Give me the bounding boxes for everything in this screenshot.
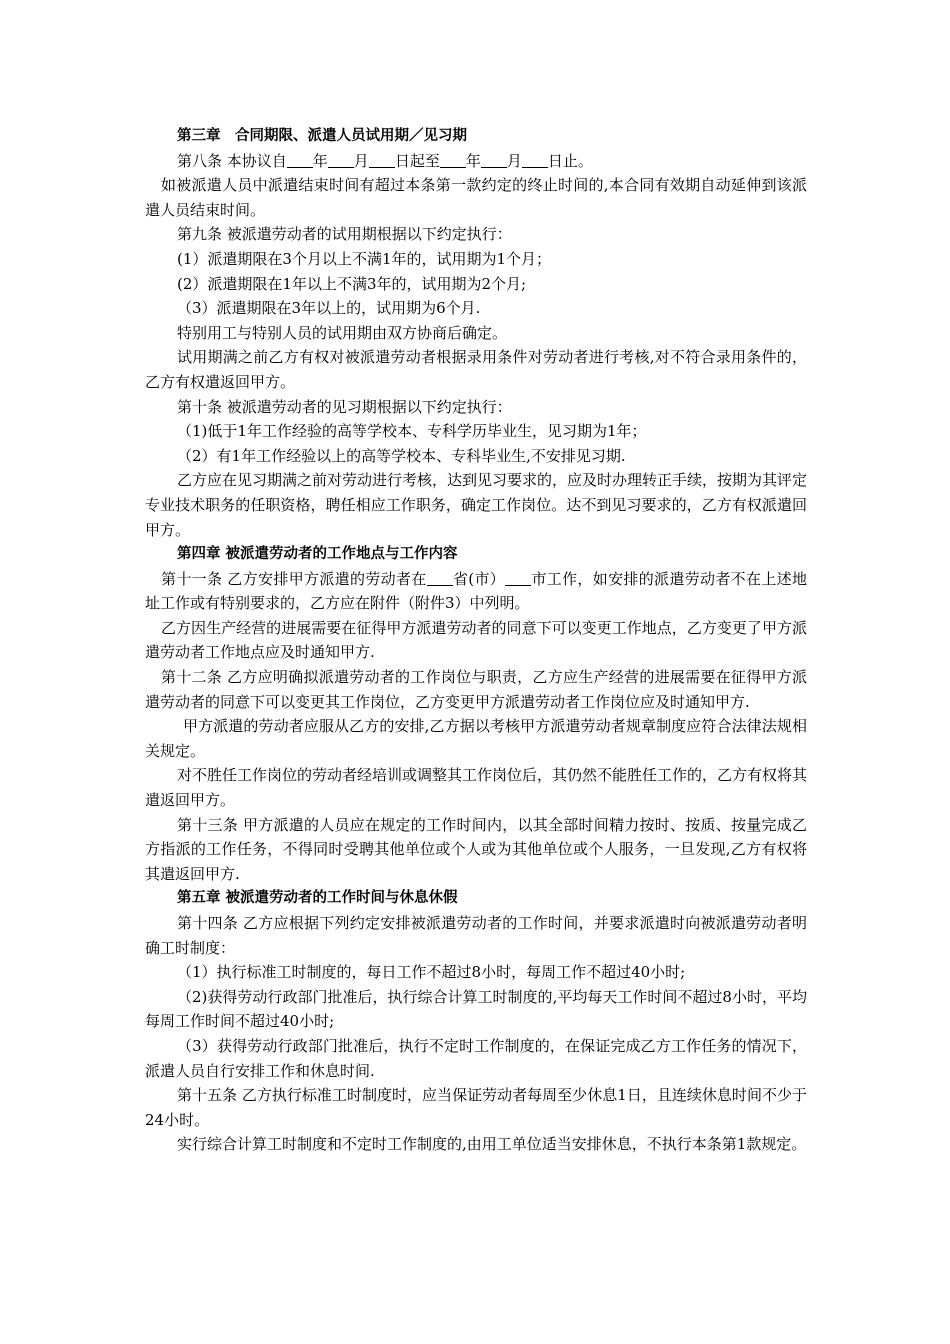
article-11	[145, 567, 807, 616]
article-10: 第十条 被派遣劳动者的见习期根据以下约定执行：	[177, 397, 512, 416]
end-day-blank[interactable]	[522, 153, 548, 168]
article-14-item-2: （2)获得劳动行政部门批准后，执行综合计算工时制度的,平均每天工作时间不超过8小时，平均每周工作时间不超过40小时;	[145, 987, 807, 1031]
article-11-text-end: 市工作，如安排的派遣劳动者不在上述地址工作或有特别要求的，乙方应在附件（附件3）中列明。	[145, 569, 807, 613]
article-12-para-3: 对不胜任工作岗位的劳动者经培训或调整其工作岗位后，其仍然不能胜任工作的，乙方有权将其遣返回甲方。	[145, 766, 808, 810]
end-year-label: 年	[465, 151, 481, 170]
chapter-4-title: 第四章 被派遣劳动者的工作地点与工作内容	[177, 546, 458, 563]
end-year-blank[interactable]	[440, 153, 466, 168]
day-blank[interactable]	[369, 153, 395, 168]
contract-page	[145, 124, 807, 1157]
article-10-item-2: （2）有1年工作经验以上的高等学校本、专科毕业生,不安排见习期.	[177, 446, 626, 465]
article-12-para-2: 甲方派遣的劳动者应服从乙方的安排,乙方据以考核甲方派遣劳动者规章制度应符合法律法规相关规定。	[145, 717, 807, 760]
month-label: 月	[353, 151, 369, 170]
year-label: 年	[312, 151, 328, 170]
article-10-item-1: （1)低于1年工作经验的高等学校本、专科学历毕业生，见习期为1年；	[177, 422, 647, 441]
article-14-item-1: （1）执行标准工时制度的，每日工作不超过8小时，每周工作不超过40小时;	[177, 963, 686, 982]
article-8	[145, 149, 807, 174]
article-8-text: 第八条 本协议自	[177, 151, 287, 170]
province-blank[interactable]	[427, 571, 453, 586]
article-13: 第十三条 甲方派遣的人员应在规定的工作时间内，以其全部时间精力按时、按质、按量完成乙方指派的工作任务，不得同时受聘其他单位或个人或为其他单位或个人服务，一旦发现,乙方有权将其遣返回甲方.	[145, 815, 807, 883]
article-11-text: 第十一条 乙方安排甲方派遣的劳动者在	[161, 569, 427, 588]
province-label: 省(市）	[452, 569, 506, 588]
chapter-3-title: 第三章 合同期限、派遣人员试用期／见习期	[177, 128, 467, 144]
article-9-item-2: (2）派遣期限在1年以上不满3年的，试用期为2个月;	[177, 274, 527, 293]
article-10-para-2: 乙方应在见习期满之前对劳动进行考核，达到见习要求的，应及时办理转正手续，按期为其评定专业技术职务的任职资格，聘任相应工作职务，确定工作岗位。达不到见习要求的，乙方有权派遣回甲方。	[145, 471, 808, 539]
month-blank[interactable]	[328, 153, 354, 168]
end-month-label: 月	[506, 151, 522, 170]
article-12: 第十二条 乙方应明确拟派遣劳动者的工作岗位与职责，乙方应生产经营的进展需要在征得甲方派遣劳动者的同意下可以变更其工作岗位，乙方变更甲方派遣劳动者工作岗位应及时通知甲方.	[145, 668, 807, 711]
article-11-para-2: 乙方因生产经营的进展需要在征得甲方派遣劳动者的同意下可以变更工作地点，乙方变更了甲方派遣劳动者工作地点应及时通知甲方.	[145, 618, 807, 662]
article-9-item-1: (1）派遣期限在3个月以上不满1年的，试用期为1个月；	[177, 249, 552, 268]
article-14-item-3: （3）获得劳动行政部门批准后，执行不定时工作制度的，在保证完成乙方工作任务的情况下，派遣人员自行安排工作和休息时间.	[145, 1036, 807, 1080]
day-label: 日起至	[394, 151, 440, 170]
chapter-5-title: 第五章 被派遣劳动者的工作时间与休息休假	[177, 890, 458, 907]
article-15-para-2: 实行综合计算工时制度和不定时工作制度的,由用工单位适当安排休息，不执行本条第1款规定。	[177, 1135, 807, 1154]
article-9-item-3: （3）派遣期限在3年以上的，试用期为6个月.	[177, 299, 481, 318]
year-blank[interactable]	[287, 153, 313, 168]
article-14: 第十四条 乙方应根据下列约定安排被派遣劳动者的工作时间，并要求派遣时向被派遣劳动者明确工时制度：	[145, 914, 807, 957]
end-month-blank[interactable]	[481, 153, 507, 168]
city-blank[interactable]	[505, 571, 531, 586]
article-9-para-3: 试用期满之前乙方有权对被派遣劳动者根据录用条件对劳动者进行考核,对不符合录用条件的，乙方有权遣返回甲方。	[145, 348, 807, 391]
article-8-para-2: 如被派遣人员中派遣结束时间有超过本条第一款约定的终止时间的,本合同有效期自动延伸到该派遣人员结束时间。	[145, 176, 807, 219]
article-9-para-2: 特别用工与特别人员的试用期由双方协商后确定。	[177, 323, 508, 342]
article-9: 第九条 被派遣劳动者的试用期根据以下约定执行：	[177, 225, 512, 244]
article-15: 第十五条 乙方执行标准工时制度时，应当保证劳动者每周至少休息1日，且连续休息时间不少于24小时。	[145, 1086, 807, 1129]
end-day-label: 日止。	[547, 151, 593, 170]
